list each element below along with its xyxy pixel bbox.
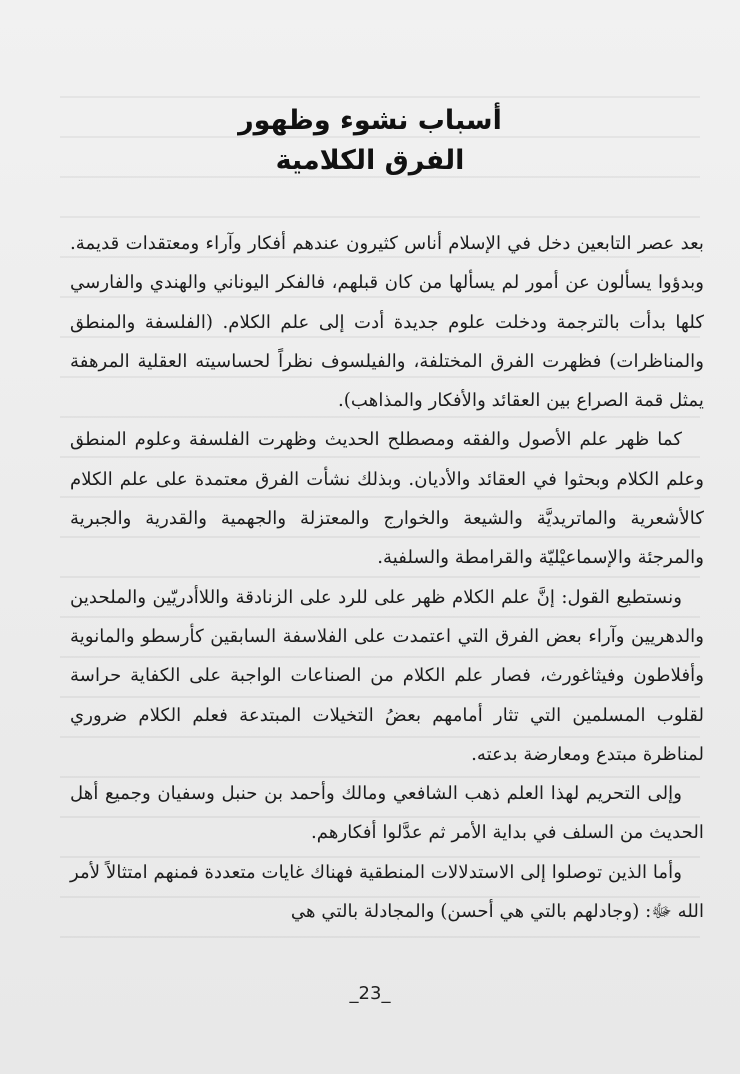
page-number: _23_: [349, 983, 391, 1004]
paragraph-1: بعد عصر التابعين دخل في الإسلام أناس كثيرون عندهم أفكار وآراء ومعتقدات قديمة. وبدؤوا يسألون عن أمور لم يسألها من كان قبلهم، فالفكر اليوناني والهندي والفارسي كلها بدأت بالترجمة ودخلت علوم جديدة أدت إلى علم الكلام. (الفلسفة والمنطق والمناظرات) فظهرت الفرق المختلفة، والفيلسوف نظراً لحساسيته العقلية المرهفة يمثل قمة الصراع بين العقائد والأفكار والمذاهب).: [70, 233, 704, 412]
paragraph-4: وإلى التحريم لهذا العلم ذهب الشافعي ومالك وأحمد بن حنبل وسفيان وجميع أهل الحديث من السلف في بداية الأمر ثم عدَّلوا أفكارهم.: [70, 783, 704, 844]
chapter-title-line-1: أسباب نشوء وظهور: [238, 105, 502, 136]
chapter-title-line-2: الفرق الكلامية: [275, 145, 465, 176]
paragraph-3: ونستطيع القول: إنَّ علم الكلام ظهر على للرد على الزنادقة واللاأدريّين والملحدين والدهريين وآراء بعض الفرق التي اعتمدت على الفلاسفة السابقين كأرسطو والمانوية وأفلاطون وفيثاغورث، فصار علم الكلام من الصناعات الواجبة على الكفاية حراسة لقلوب المسلمين التي تثار أمامهم بعضُ التخيلات المبتدعة فعلم الكلام ضروري لمناظرة مبتدع ومعارضة بدعته.: [70, 586, 704, 765]
body-text: [70, 224, 704, 931]
paragraph-5: وأما الذين توصلوا إلى الاستدلالات المنطقية فهناك غايات متعددة فمنهم امتثالاً لأمر الله ﷻ: (وجادلهم بالتي هي أحسن) والمجادلة بالتي هي: [70, 861, 704, 923]
paragraph-2: كما ظهر علم الأصول والفقه ومصطلح الحديث وظهرت الفلسفة وعلوم المنطق وعلم الكلام وبحثوا في العقائد والأديان. وبذلك نشأت الفرق معتمدة على علم الكلام كالأشعرية والماتريديَّة والشيعة والخوارج والمعتزلة والجهمية والقدرية والجبرية والمرجئة والإسماعيْليّة والقرامطة والسلفية.: [70, 429, 704, 569]
